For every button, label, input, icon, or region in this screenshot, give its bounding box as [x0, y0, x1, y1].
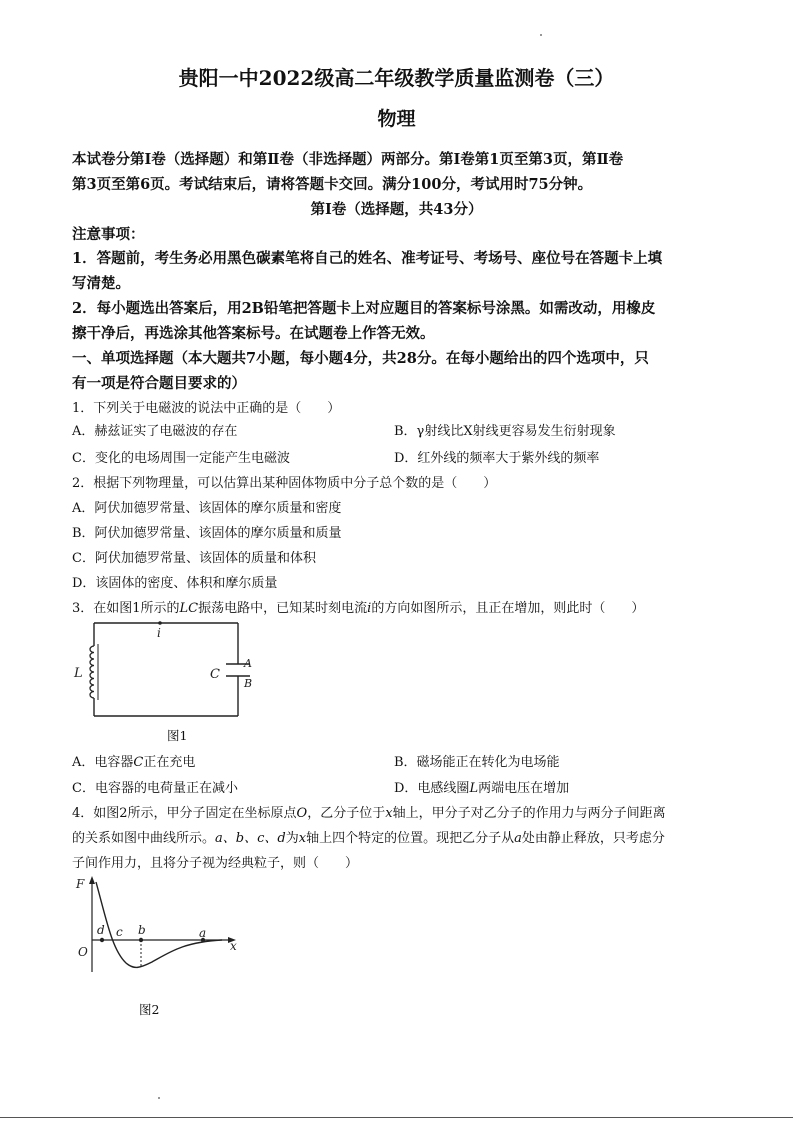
- q4-l2-text-4: 处由静止释放，只考虑分: [521, 831, 665, 846]
- page-title: 贵阳一中2022级高二年级教学质量监测卷（三）: [178, 66, 615, 90]
- capacitor-label: C: [210, 667, 220, 682]
- figure-2-caption: 图2: [139, 1002, 160, 1017]
- q4-l1-origin: O: [296, 806, 308, 821]
- q2-option-c: C．阿伏加德罗常量、该固体的质量和体积: [72, 551, 316, 566]
- force-distance-figure: [72, 868, 252, 983]
- inductor-coil: [90, 646, 94, 698]
- c-label: c: [116, 925, 123, 939]
- q3-option-a: [72, 751, 195, 770]
- q3-option-a-var: C: [133, 755, 144, 770]
- section-title: 第Ⅰ卷（选择题，共43分）: [310, 201, 483, 218]
- q4-l1-text-2: ，乙分子位于: [307, 806, 386, 821]
- scan-dot: [540, 34, 542, 36]
- q4-l1-x: x: [385, 806, 393, 821]
- b-label: b: [138, 923, 146, 937]
- point-b: [139, 938, 143, 942]
- q3-option-a-text-1: A．电容器: [72, 755, 134, 770]
- x-label: x: [230, 939, 237, 953]
- note-1-line-1: 1．答题前，考生务必用黑色碳素笔将自己的姓名、准考证号、考场号、座位号在答题卡上填: [72, 250, 663, 267]
- part-1-heading-line-2: 有一项是符合题目要求的）: [72, 375, 246, 392]
- a-label: a: [199, 926, 207, 940]
- f-axis-arrow: [89, 876, 95, 884]
- q3-option-d-text-2: 两端电压在增加: [478, 781, 570, 796]
- figure-1-caption: 图1: [167, 728, 188, 743]
- q3-stem-part-1: 3．在如图1所示的: [72, 601, 180, 616]
- intro-line-2: 第3页至第6页。考试结束后，请将答题卡交回。满分100分，考试用时75分钟。: [72, 176, 593, 193]
- page-bottom-rule: [0, 1117, 793, 1118]
- plate-b-label: B: [244, 677, 253, 690]
- scan-dot: [158, 1097, 160, 1099]
- q3-stem-part-3: 的方向如图所示，且正在增加，则此时（ ）: [371, 601, 645, 616]
- q4-l2-text-3: 轴上四个特定的位置。现把乙分子从: [306, 831, 515, 846]
- note-2-line-2: 擦干净后，再选涂其他答案标号。在试题卷上作答无效。: [72, 325, 435, 342]
- point-d: [100, 938, 104, 942]
- q4-l2-text-2: 为: [285, 831, 299, 846]
- q4-stem-line-2: [72, 827, 665, 846]
- q3-option-d-var: L: [469, 781, 479, 796]
- q1-stem: 1．下列关于电磁波的说法中正确的是（ ）: [72, 401, 341, 416]
- q2-stem: 2．根据下列物理量，可以估算出某种固体物质中分子总个数的是（ ）: [72, 476, 497, 491]
- current-marker: [158, 621, 162, 625]
- lc-circuit-figure: [70, 616, 270, 726]
- q2-option-a: A．阿伏加德罗常量、该固体的摩尔质量和密度: [72, 501, 342, 516]
- q3-stem-part-2: 振荡电路中，已知某时刻电流: [198, 601, 368, 616]
- q1-option-d: D．红外线的频率大于紫外线的频率: [394, 451, 600, 466]
- q4-l2-x: x: [298, 831, 307, 846]
- q4-stem-line-1: [72, 802, 666, 821]
- q2-option-d: D．该固体的密度、体积和摩尔质量: [72, 576, 278, 591]
- note-1-line-2: 写清楚。: [72, 275, 130, 292]
- part-1-heading-line-1: 一、单项选择题（本大题共7小题，每小题4分，共28分。在每小题给出的四个选项中，只: [72, 350, 649, 367]
- force-curve: [96, 882, 222, 967]
- q4-stem-line-3: 子间作用力，且将分子视为经典粒子，则（ ）: [72, 856, 359, 871]
- q4-l2-points: a、b、c、d: [215, 831, 286, 846]
- q3-option-c: C．电容器的电荷量正在减小: [72, 781, 238, 796]
- q1-option-b: B．γ射线比X射线更容易发生衍射现象: [394, 424, 616, 439]
- q4-l2-text-1: 的关系如图中曲线所示。: [72, 831, 216, 846]
- notes-heading: 注意事项：: [72, 226, 145, 243]
- f-label: F: [76, 877, 85, 891]
- q2-option-b: B．阿伏加德罗常量、该固体的摩尔质量和质量: [72, 526, 342, 541]
- q1-option-c: C．变化的电场周围一定能产生电磁波: [72, 451, 290, 466]
- current-label: i: [157, 626, 161, 640]
- intro-line-1: 本试卷分第Ⅰ卷（选择题）和第Ⅱ卷（非选择题）两部分。第Ⅰ卷第1页至第3页，第Ⅱ卷: [72, 151, 624, 168]
- q3-stem-lc: LC: [179, 601, 199, 616]
- q3-option-a-text-2: 正在充电: [143, 755, 196, 770]
- q1-option-a: A．赫兹证实了电磁波的存在: [72, 424, 238, 439]
- q4-l1-text-3: 轴上，甲分子对乙分子的作用力与两分子间距离: [392, 806, 666, 821]
- plate-a-label: A: [244, 657, 252, 670]
- q3-option-d-text-1: D．电感线圈: [394, 781, 470, 796]
- inductor-label: L: [74, 666, 83, 681]
- q3-stem-i: i: [367, 601, 372, 616]
- q3-option-b: B．磁场能正在转化为电场能: [394, 755, 560, 770]
- q3-option-d: [394, 777, 569, 796]
- q3-stem: [72, 597, 644, 616]
- d-label: d: [97, 923, 105, 937]
- q4-l2-a: a: [514, 831, 522, 846]
- subject-title: 物理: [377, 108, 416, 130]
- origin-label: O: [78, 945, 88, 959]
- note-2-line-1: 2．每小题选出答案后，用2B铅笔把答题卡上对应题目的答案标号涂黑。如需改动，用橡皮: [72, 300, 656, 317]
- q4-l1-text-1: 4．如图2所示，甲分子固定在坐标原点: [72, 806, 297, 821]
